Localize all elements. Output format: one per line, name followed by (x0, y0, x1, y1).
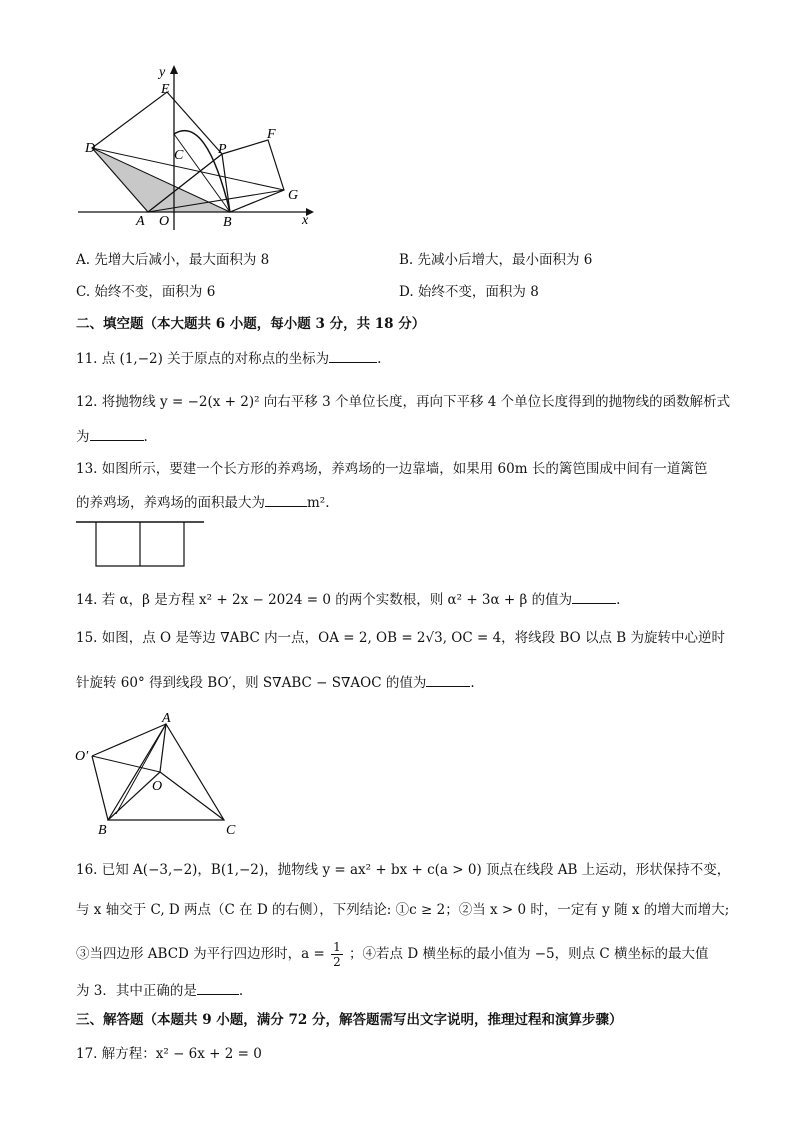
segment-ao1 (92, 724, 166, 756)
segment-oa (160, 724, 166, 772)
question-16-line4 (76, 980, 243, 1001)
y-axis-arrow (170, 65, 178, 74)
label-E: E (161, 82, 170, 97)
section-3-heading: 三、解答题（本题共 9 小题，满分 72 分，解答题需写出文字说明，推理过程和演算步骤） (76, 1012, 623, 1028)
question-11 (76, 348, 381, 369)
label-D: D (85, 141, 96, 156)
option-d: D. 始终不变，面积为 8 (399, 284, 539, 300)
q14-end: . (616, 592, 621, 608)
figure-q10 (70, 62, 330, 232)
label-A: A (162, 711, 171, 726)
label-O: O (159, 214, 170, 229)
q13-line2-text: 的养鸡场，养鸡场的面积最大为 (76, 495, 265, 511)
segment-oc (160, 772, 224, 820)
figure-q15 (72, 710, 252, 838)
q15-line2-text: 针旋转 60° 得到线段 BO′，则 S∇ABC − S∇AOC 的值为 (76, 675, 427, 691)
question-16-line3 (76, 940, 709, 969)
q11-answer-blank[interactable] (329, 348, 377, 363)
q14-text: 14. 若 α，β 是方程 x² + 2x − 2024 = 0 的两个实数根，则 α² + 3α + β 的值为 (76, 592, 573, 608)
q12-answer-blank[interactable] (90, 426, 144, 441)
question-16-line1: 16. 已知 A(−3,−2)，B(1,−2)，抛物线 y = ax² + bx + c(a > 0) 顶点在线段 AB 上运动，形状保持不变， (76, 862, 731, 878)
label-G: G (288, 188, 299, 203)
q12-end: . (143, 429, 148, 445)
q11-end: . (377, 351, 382, 367)
option-b: B. 先减小后增大，最小面积为 6 (399, 252, 593, 268)
label-B: B (223, 215, 232, 230)
label-F: F (267, 127, 276, 142)
q16-line3-part1: ③当四边形 ABCD 为平行四边形时，a = (76, 946, 325, 962)
question-15-line1: 15. 如图，点 O 是等边 ∇ABC 内一点，OA = 2, OB = 2√3, OC = 4，将线段 BO 以点 B 为旋转中心逆时 (76, 630, 726, 646)
q14-answer-blank[interactable] (572, 589, 616, 604)
question-12-line2 (76, 426, 148, 447)
option-c: C. 始终不变，面积为 6 (76, 284, 216, 300)
q11-text: 11. 点 (1,−2) 关于原点的对称点的坐标为 (76, 351, 330, 367)
label-y: y (159, 65, 166, 80)
question-13-line1: 13. 如图所示，要建一个长方形的养鸡场，养鸡场的一边靠墙，如果用 60m 长的篱笆围成中间有一道篱笆 (76, 461, 708, 477)
section-2-heading: 二、填空题（本大题共 6 小题，每小题 3 分，共 18 分） (76, 316, 426, 332)
q13-answer-blank[interactable] (265, 492, 307, 507)
segment-o1o (92, 756, 160, 772)
q16-answer-blank[interactable] (197, 980, 239, 995)
segment-a-b-inner (116, 724, 166, 814)
label-O: O (152, 779, 163, 794)
q15-end: . (470, 675, 475, 691)
label-A: A (136, 214, 145, 229)
question-14 (76, 589, 620, 610)
label-P: P (218, 142, 227, 157)
square-pfgb (222, 140, 284, 212)
question-13-line2 (76, 492, 330, 513)
label-C: C (226, 823, 236, 838)
fraction-one-half (331, 940, 343, 969)
label-O-prime: O′ (75, 749, 89, 764)
label-B: B (98, 823, 107, 838)
question-15-line2 (76, 672, 475, 693)
question-17: 17. 解方程：x² − 6x + 2 = 0 (76, 1046, 262, 1062)
figure-q13 (76, 518, 206, 570)
q16-line4-text: 为 3．其中正确的是 (76, 983, 197, 999)
option-a: A. 先增大后减小，最大面积为 8 (76, 252, 270, 268)
segment-o1b (92, 756, 108, 820)
fraction-denominator: 2 (333, 955, 341, 969)
label-x: x (302, 213, 309, 228)
q12-line2-text: 为 (76, 429, 90, 445)
q13-unit: m² (307, 495, 326, 511)
question-12-line1: 12. 将抛物线 y = −2(x + 2)² 向右平移 3 个单位长度，再向下平移 4 个单位长度得到的抛物线的函数解析式 (76, 394, 731, 410)
triangle-abc (108, 724, 224, 820)
q16-line3-part2: ；④若点 D 横坐标的最小值为 −5，则点 C 横坐标的最大值 (349, 946, 709, 962)
question-16-line2: 与 x 轴交于 C, D 两点（C 在 D 的右侧），下列结论: ①c ≥ 2；②当 x > 0 时，一定有 y 随 x 的增大而增大; (76, 902, 730, 918)
q15-answer-blank[interactable] (426, 672, 470, 687)
label-C: C (174, 148, 184, 163)
q13-end: . (325, 495, 330, 511)
fraction-numerator: 1 (333, 940, 341, 954)
q16-end: . (238, 983, 244, 999)
